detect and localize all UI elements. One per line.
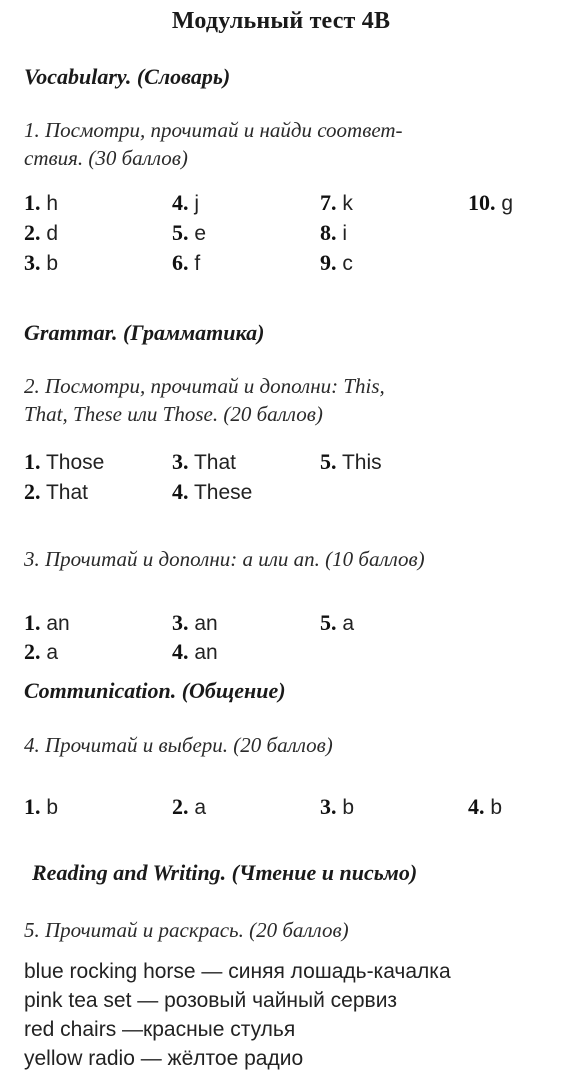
reading-line-4: yellow radio — жёлтое радио	[24, 1047, 304, 1070]
communication-answer-1: 1. b	[24, 794, 59, 819]
grammar-answer-3: 3. That	[172, 449, 236, 474]
article-answer-3: 3. an	[172, 610, 218, 635]
vocab-answer-1: 1. h	[24, 190, 59, 215]
communication-answer-4: 4. b	[468, 794, 503, 819]
vocab-answer-4: 4. j	[172, 190, 200, 215]
grammar-answer-1: 1. Those	[24, 449, 105, 474]
article-answer-2: 2. a	[24, 639, 59, 664]
grammar-answer-5: 5. This	[320, 449, 382, 474]
communication-answer-2: 2. a	[172, 794, 207, 819]
reading-line-2: pink tea set — розовый чайный сервиз	[24, 989, 398, 1012]
vocab-answer-3: 3. b	[24, 250, 59, 275]
article-answer-4: 4. an	[172, 639, 218, 664]
vocab-answer-10: 10. g	[468, 190, 514, 215]
vocab-answer-2: 2. d	[24, 220, 59, 245]
vocab-answer-8: 8. i	[320, 220, 348, 245]
grammar-task2-line1: 2. Посмотри, прочитай и дополни: This,	[24, 374, 385, 398]
vocab-answer-5: 5. e	[172, 220, 207, 245]
vocabulary-task-line2: ствия. (30 баллов)	[24, 146, 188, 170]
vocabulary-task-line1: 1. Посмотри, прочитай и найди соответ-	[24, 118, 403, 142]
reading-line-1: blue rocking horse — синяя лошадь-качалка	[24, 960, 451, 983]
grammar-task2-line2: That, These или Those. (20 баллов)	[24, 402, 323, 426]
vocab-answer-6: 6. f	[172, 250, 201, 275]
communication-heading: Communication. (Общение)	[24, 678, 286, 703]
grammar-heading: Grammar. (Грамматика)	[24, 320, 265, 345]
grammar-task3: 3. Прочитай и дополни: a или an. (10 баллов)	[24, 547, 425, 571]
vocab-answer-7: 7. k	[320, 190, 353, 215]
article-answer-1: 1. an	[24, 610, 70, 635]
reading-line-3: red chairs —красные стулья	[24, 1018, 296, 1041]
reading-task: 5. Прочитай и раскрась. (20 баллов)	[24, 918, 349, 942]
page-title: Модульный тест 4B	[171, 8, 391, 34]
grammar-answer-4: 4. These	[172, 479, 253, 504]
communication-answer-3: 3. b	[320, 794, 355, 819]
grammar-answer-2: 2. That	[24, 479, 88, 504]
article-answer-5: 5. a	[320, 610, 355, 635]
vocab-answer-9: 9. c	[320, 250, 353, 275]
reading-heading: Reading and Writing. (Чтение и письмо)	[32, 860, 418, 885]
communication-task: 4. Прочитай и выбери. (20 баллов)	[24, 733, 333, 757]
vocabulary-heading: Vocabulary. (Словарь)	[24, 64, 231, 89]
